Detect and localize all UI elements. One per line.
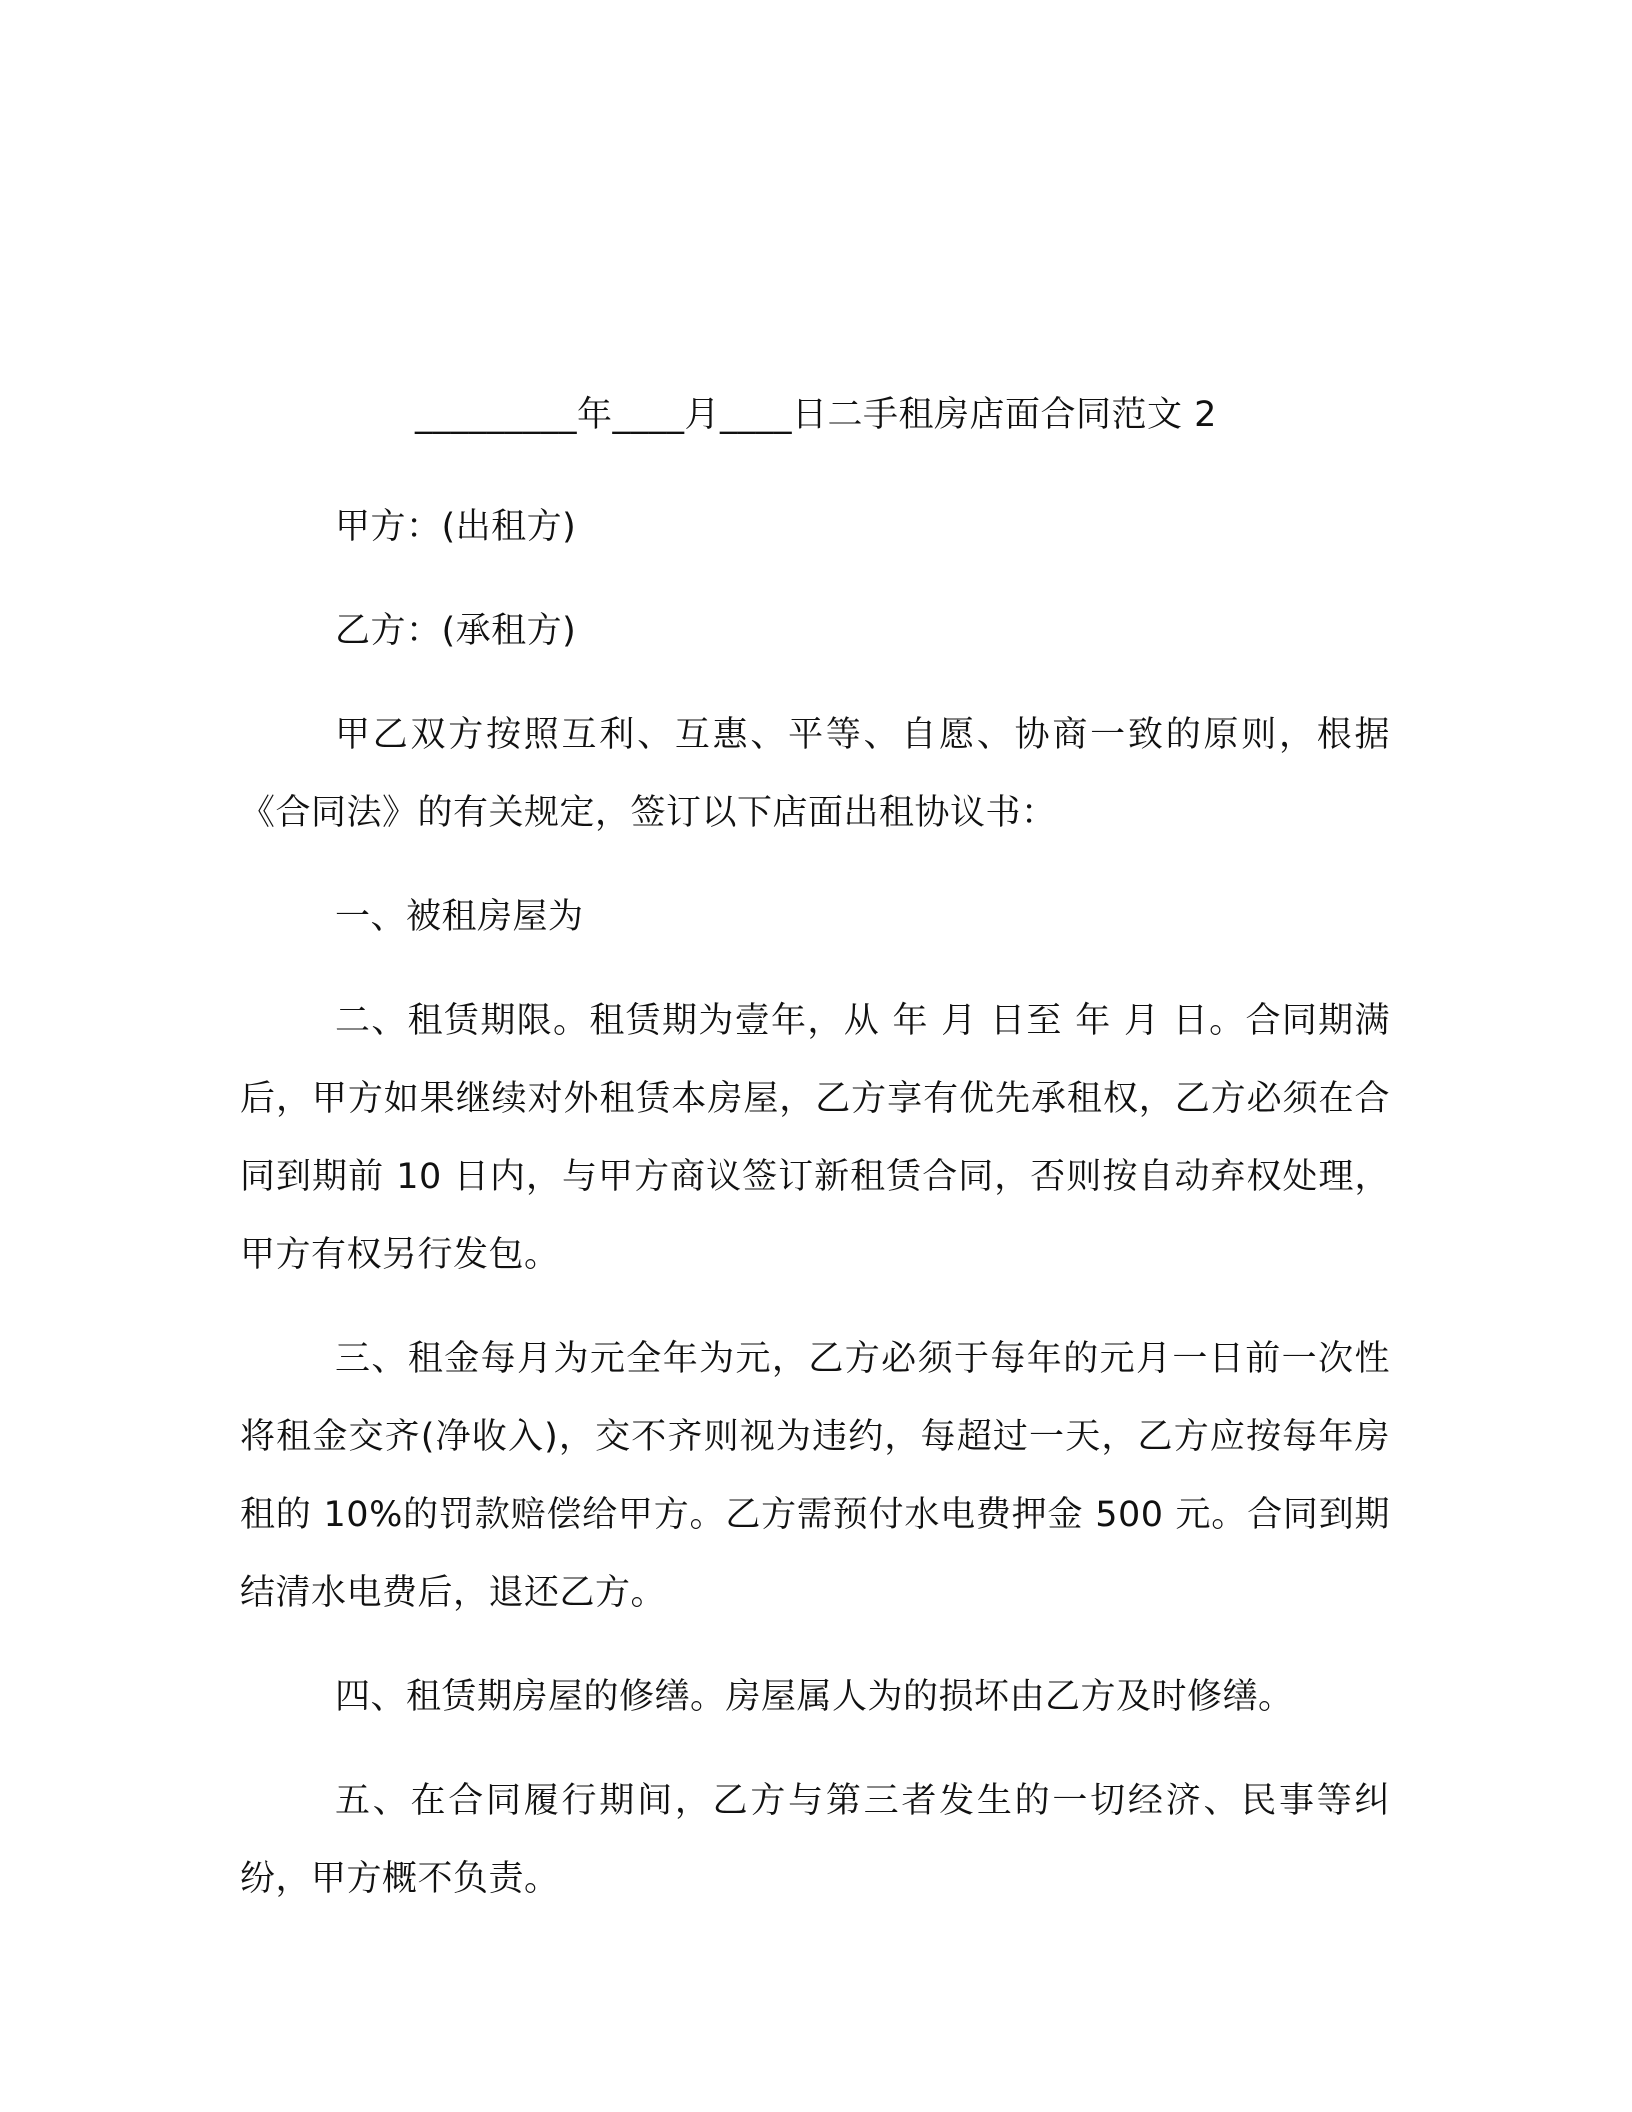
clause-5: 五、在合同履行期间，乙方与第三者发生的一切经济、民事等纠纷，甲方概不负责。 [240, 1781, 1390, 1899]
clause-1: 一、被租房屋为 [335, 897, 584, 937]
clause-4: 四、租赁期房屋的修缮。房屋属人为的损坏由乙方及时修缮。 [335, 1677, 1294, 1717]
party-a-line: 甲方：(出租方) [335, 507, 577, 547]
clause-3: 三、租金每月为元全年为元，乙方必须于每年的元月一日前一次性将租金交齐(净收入)，交不齐则视为违约，每超过一天，乙方应按每年房租的 10%的罚款赔偿给甲方。乙方需预付水电费押金 500 元。合同到期结清水电费后，退还乙方。 [240, 1339, 1390, 1613]
clause-2: 二、租赁期限。租赁期为壹年，从 年 月 日至 年 月 日。合同期满后，甲方如果继续对外租赁本房屋，乙方享有优先承租权，乙方必须在合同到期前 10 日内，与甲方商议签订新租赁合同，否则按自动弃权处理，甲方有权另行发包。 [240, 1001, 1390, 1275]
party-b-line: 乙方：(承租方) [335, 611, 577, 651]
preamble-paragraph: 甲乙双方按照互利、互惠、平等、自愿、协商一致的原则，根据《合同法》的有关规定，签订以下店面出租协议书： [240, 715, 1390, 833]
document-title: _________年____月____日二手租房店面合同范文 2 [415, 395, 1217, 435]
document-body [240, 488, 1390, 1944]
